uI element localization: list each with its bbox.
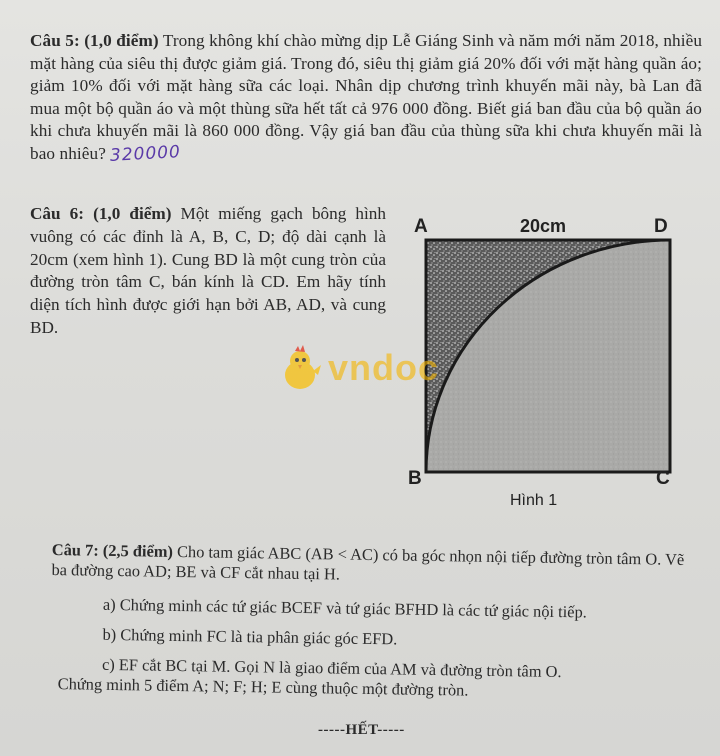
watermark xyxy=(278,345,488,395)
question-6-label: Câu 6: (1,0 điểm) xyxy=(30,204,172,223)
question-5-label: Câu 5: (1,0 điểm) xyxy=(30,31,159,50)
handwritten-answer: 320000 xyxy=(109,142,182,166)
question-7-part-c-continued: Chứng minh 5 điểm A; N; F; H; E cùng thuộc một đường tròn. xyxy=(57,674,469,700)
question-6-text: Một miếng gạch bông hình vuông có các đỉnh là A, B, C, D; độ dài cạnh là 20cm (xem hình 1). Cung BD là một cung tròn của đường tròn tâm C, bán kính là CD. Em hãy tính diện tích hình được giới hạn bởi AB, AD, và cung BD. xyxy=(30,204,386,337)
question-7-part-b: b) Chứng minh FC là tia phân giác góc EFD. xyxy=(102,624,398,649)
question-7-part-a: a) Chứng minh các tứ giác BCEF và tứ giác BFHD là các tứ giác nội tiếp. xyxy=(102,594,587,622)
question-7 xyxy=(50,540,692,704)
vertex-d-label: D xyxy=(654,216,668,237)
figure-caption: Hình 1 xyxy=(510,492,558,509)
end-marker: -----HẾT----- xyxy=(318,722,405,738)
question-5 xyxy=(30,30,702,166)
question-6 xyxy=(30,203,386,340)
question-7-part-c: c) EF cắt BC tại M. Gọi N là giao điểm của AM và đường tròn tâm O. xyxy=(101,654,562,682)
question-7-label: Câu 7: (2,5 điểm) xyxy=(51,540,174,561)
question-5-text: Trong không khí chào mừng dịp Lễ Giáng Sinh và năm mới năm 2018, nhiều mặt hàng của siêu thị được giảm giá. Trong đó, siêu thị giảm giá 20% đối với mặt hàng quần áo; giảm 10% đối với mặt hàng sữa các loại. Nhân dịp chương trình khuyến mãi này, bà Lan đã mua một bộ quần áo và một thùng sữa hết tất cả 976 000 đồng. Biết giá ban đầu của bộ quần áo khi chưa khuyến mãi là 860 000 đồng. Vậy giá ban đầu của thùng sữa khi chưa khuyến mãi là bao nhiêu? xyxy=(30,31,703,163)
question-7-text: Cho tam giác ABC (AB < AC) có ba góc nhọn nội tiếp đường tròn tâm O. Vẽ ba đường cao AD; BE và CF cắt nhau tại H. xyxy=(51,541,685,584)
vertex-c-label: C xyxy=(656,468,670,489)
chick-logo-icon xyxy=(278,345,322,393)
vertex-a-label: A xyxy=(414,216,428,237)
side-length-label: 20cm xyxy=(520,216,567,236)
watermark-text: vndoc xyxy=(328,347,440,388)
vertex-b-label: B xyxy=(408,468,422,489)
